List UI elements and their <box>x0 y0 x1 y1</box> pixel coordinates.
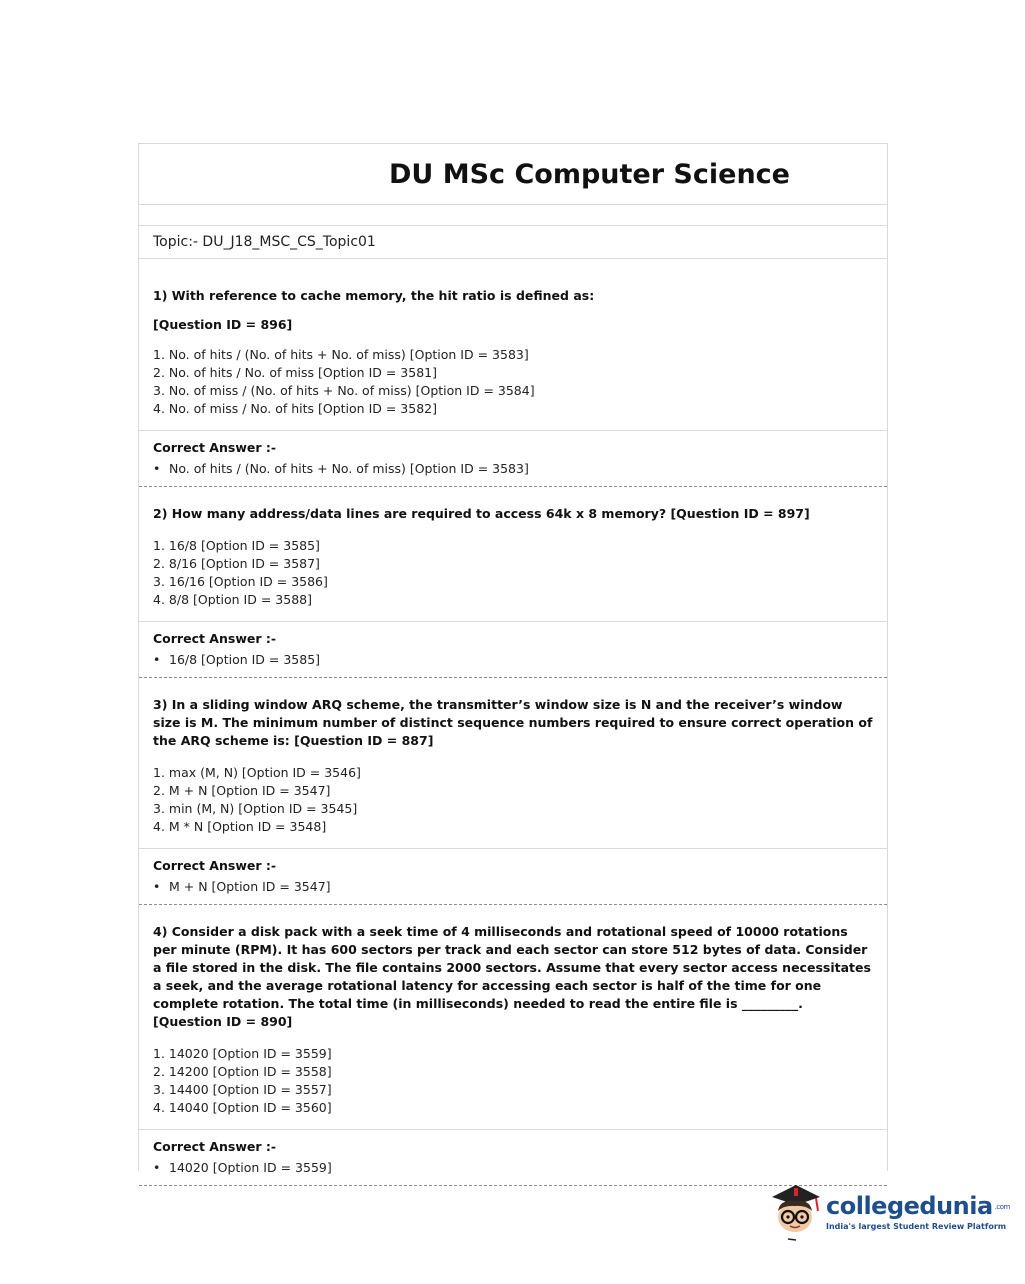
topic-row <box>139 226 887 259</box>
option-item: 4. 14040 [Option ID = 3560] <box>153 1100 332 1115</box>
option-item: 4. 8/8 [Option ID = 3588] <box>153 592 312 607</box>
answer-text: 16/8 [Option ID = 3585] <box>169 652 321 667</box>
question-text: 1) With reference to cache memory, the hit ratio is defined as: <box>153 288 595 303</box>
answer-label: Correct Answer :- <box>153 858 277 873</box>
question-text: 2) How many address/data lines are required to access 64k x 8 memory? [Question ID = 897] <box>153 506 810 521</box>
answer-text: M + N [Option ID = 3547] <box>169 879 331 894</box>
blank-row <box>139 205 887 226</box>
option-item: 1. 16/8 [Option ID = 3585] <box>153 538 320 553</box>
answer-label: Correct Answer :- <box>153 440 277 455</box>
option-item: 1. 14020 [Option ID = 3559] <box>153 1046 332 1061</box>
bullet-icon: • <box>153 652 161 667</box>
answer-value <box>153 1159 873 1177</box>
exam-sheet <box>138 143 888 1175</box>
answer-block <box>139 621 887 678</box>
option-item: 3. min (M, N) [Option ID = 3545] <box>153 801 358 816</box>
answer-block <box>139 848 887 905</box>
bullet-icon: • <box>153 1160 161 1175</box>
answer-text: 14020 [Option ID = 3559] <box>169 1160 332 1175</box>
question-1 <box>139 259 887 487</box>
option-list <box>153 764 873 836</box>
option-item: 2. M + N [Option ID = 3547] <box>153 783 331 798</box>
option-item: 3. No. of miss / (No. of hits + No. of miss) [Option ID = 3584] <box>153 383 535 398</box>
answer-block <box>139 430 887 487</box>
option-list <box>153 1045 873 1117</box>
question-text: 4) Consider a disk pack with a seek time of 4 milliseconds and rotational speed of 10000 rotations per minute (RPM). It has 600 sectors per track and each sector can store 512 bytes of data. Consider a file stored in the disk. The file contains 2000 sectors. Assume that every sector access necessitates a seek, and the average rotational latency for accessing each sector is half of the time for one complete rotation. The total time (in milliseconds) needed to read the entire file is _________. [Question ID = 890] <box>153 924 871 1029</box>
title-row <box>139 144 887 205</box>
question-3 <box>139 678 887 905</box>
topic-label: Topic:- DU_J18_MSC_CS_Topic01 <box>153 234 376 250</box>
answer-label: Correct Answer :- <box>153 1139 277 1154</box>
page-title: DU MSc Computer Science <box>389 158 790 190</box>
option-item: 1. max (M, N) [Option ID = 3546] <box>153 765 361 780</box>
option-item: 3. 16/16 [Option ID = 3586] <box>153 574 328 589</box>
option-item: 3. 14400 [Option ID = 3557] <box>153 1082 332 1097</box>
logo-suffix: .com <box>994 1202 1010 1211</box>
answer-label: Correct Answer :- <box>153 631 277 646</box>
answer-value <box>153 878 873 896</box>
option-item: 2. 14200 [Option ID = 3558] <box>153 1064 332 1079</box>
bullet-icon: • <box>153 879 161 894</box>
mascot-icon <box>766 1179 824 1243</box>
collegedunia-logo <box>766 1176 1010 1246</box>
question-id: [Question ID = 896] <box>153 317 293 332</box>
option-item: 4. M * N [Option ID = 3548] <box>153 819 327 834</box>
answer-text: No. of hits / (No. of hits + No. of miss) [Option ID = 3583] <box>169 461 529 476</box>
logo-name: collegedunia .com <box>826 1191 1010 1220</box>
option-item: 4. No. of miss / No. of hits [Option ID = 3582] <box>153 401 437 416</box>
question-text: 3) In a sliding window ARQ scheme, the transmitter’s window size is N and the receiver’s window size is M. The minimum number of distinct sequence numbers required to ensure correct operation of the ARQ scheme is: [Question ID = 887] <box>153 697 873 748</box>
option-list <box>153 537 873 609</box>
answer-value <box>153 651 873 669</box>
option-list <box>153 346 873 418</box>
bullet-icon: • <box>153 461 161 476</box>
question-2 <box>139 487 887 678</box>
logo-text <box>826 1192 1010 1231</box>
option-item: 2. No. of hits / No. of miss [Option ID = 3581] <box>153 365 437 380</box>
logo-tagline: India's largest Student Review Platform <box>826 1221 1007 1231</box>
question-4 <box>139 905 887 1186</box>
option-item: 2. 8/16 [Option ID = 3587] <box>153 556 320 571</box>
option-item: 1. No. of hits / (No. of hits + No. of miss) [Option ID = 3583] <box>153 347 529 362</box>
answer-value <box>153 460 873 478</box>
mascot-svg <box>766 1179 824 1243</box>
